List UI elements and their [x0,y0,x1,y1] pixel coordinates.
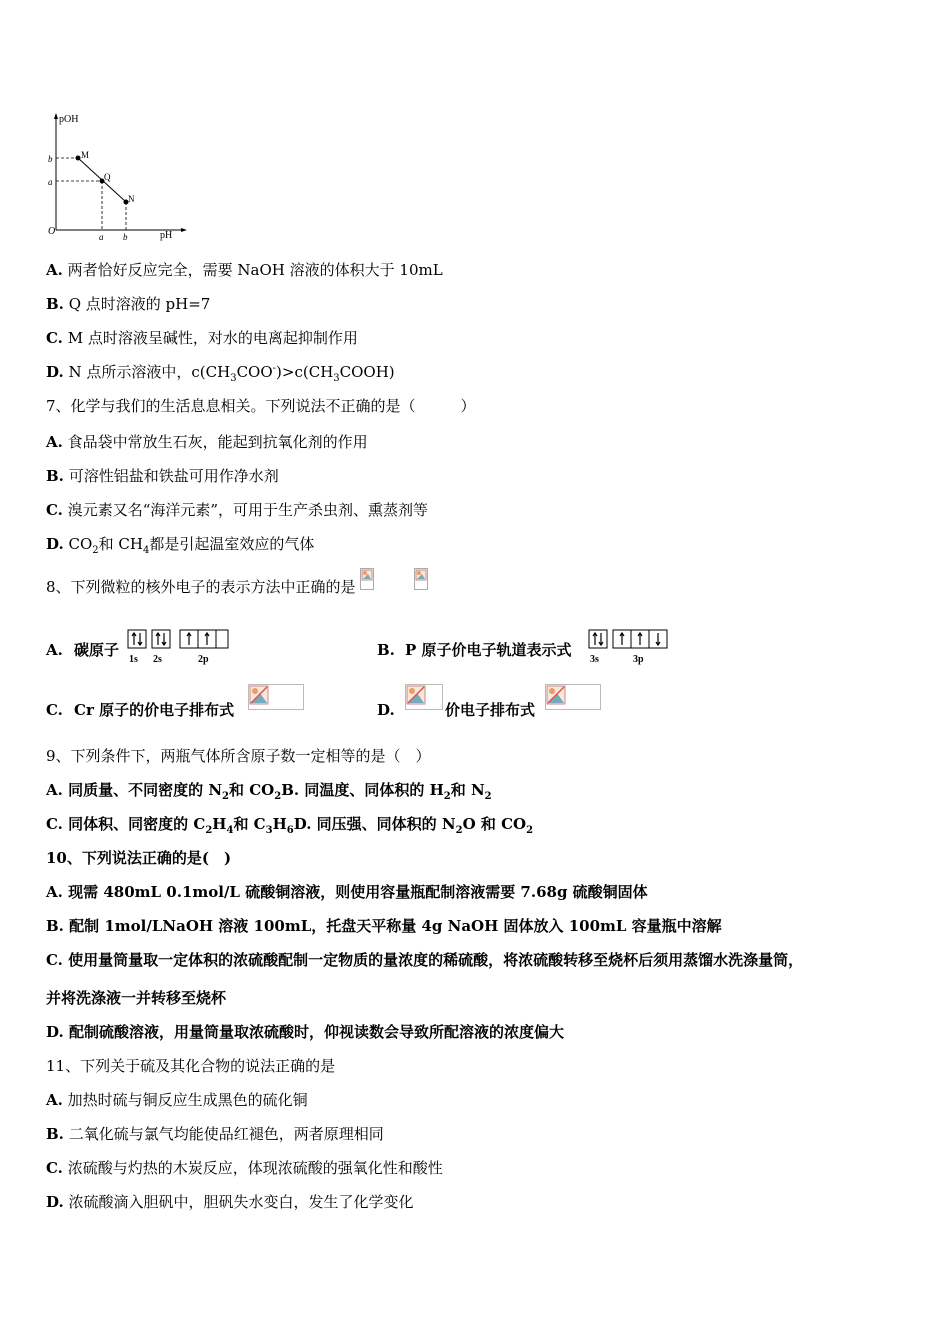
option-text: Q 点时溶液的 pH=7 [68,295,211,313]
option-label: D. [46,1023,64,1041]
option-label: B. [46,295,64,313]
q11-option-d [46,1192,414,1212]
option-label: A. [46,781,63,799]
y-tick-a: a [48,177,53,187]
option-text: 二氧化硫与氯气均能使品红褪色，两者原理相同 [68,1125,384,1143]
q11-option-b [46,1124,384,1144]
carbon-orbital-diagram [126,628,230,668]
phosphorus-orbital-diagram [587,628,671,668]
q11-option-a [46,1090,308,1110]
q8-stem [46,572,428,602]
option-text: 碳原子 [74,641,120,659]
q10-stem: 10、下列说法正确的是( ) [46,849,232,867]
option-label: C. [46,701,63,719]
q11-option-c [46,1158,443,1178]
option-text: 配制 1mol/LNaOH 溶液 100mL，托盘天平称量 4g NaOH 固体放入 100mL 容量瓶中溶解 [69,917,722,935]
y-arrow [54,113,58,119]
q11-stem: 11、下列关于硫及其化合物的说法正确的是 [46,1057,336,1075]
q10-option-c-cont: 并将洗涤液一并转移至烧杯 [46,989,227,1007]
option-text: 现需 480mL 0.1mol/L 硫酸铜溶液，则使用容量瓶配制溶液需要 7.68g 硫酸铜固体 [68,883,648,901]
option-label: C. [46,951,63,969]
q7-option-b [46,466,279,486]
label-q: Q [104,172,111,182]
option-text: 浓硫酸与灼热的木炭反应，体现浓硫酸的强氧化性和酸性 [67,1159,443,1177]
x-axis-label: pH [160,230,173,241]
broken-image-icon [248,684,304,715]
option-label: D. [293,815,312,833]
svg-text:1s: 1s [129,654,138,665]
option-text: 价电子排布式 [445,701,536,719]
option-text: 可溶性铝盐和铁盐可用作净水剂 [68,467,279,485]
q7-option-a [46,432,368,452]
svg-text:2s: 2s [153,654,162,665]
broken-image-icon [414,568,428,600]
option-label: A. [46,641,63,659]
option-text: 溴元素又名“海洋元素”，可用于生产杀虫剂、熏蒸剂等 [67,501,429,519]
option-text: $CO_2$和 $CH_4$都是引起温室效应的气体 [68,535,315,556]
option-label: C. [46,329,63,347]
label-n: N [128,194,135,204]
x-arrow [181,228,187,232]
broken-image-icon [360,568,374,600]
q9-options-ab: A. 同质量、不同密度的 $N_2$和 $CO_2B$. 同温度、同体积的 $H_2$和 $N_2$ [46,781,492,802]
option-text: 浓硫酸滴入胆矾中，胆矾失水变白，发生了化学变化 [68,1193,414,1211]
option-label: D. [46,535,64,553]
option-text: 配制硫酸溶液，用量筒量取浓硫酸时，仰视读数会导致所配溶液的浓度偏大 [68,1023,564,1041]
option-text: M 点时溶液呈碱性，对水的电离起抑制作用 [67,329,358,347]
broken-image-icon [405,684,443,715]
label-m: M [81,150,90,160]
q6-option-c [46,328,358,348]
q7-option-d [46,534,314,554]
x-tick-b: b [123,232,128,242]
broken-image-icon [545,684,601,715]
option-label: A. [46,883,63,901]
option-text: N 点所示溶液中，$c(CH_3COO^-)>c(CH_3COOH)$ [68,363,395,384]
option-text: 食品袋中常放生石灰，能起到抗氧化剂的作用 [67,433,368,451]
q10-option-b [46,916,722,936]
option-text: 加热时硫与铜反应生成黑色的硫化铜 [67,1091,308,1109]
y-axis-label: pOH [59,114,79,125]
option-label: C. [46,501,63,519]
option-label: D. [377,701,395,719]
option-label: B. [281,781,300,799]
q10-option-c [46,950,803,970]
option-label: A. [46,261,63,279]
option-text: Cr 原子的价电子排布式 [74,701,235,719]
svg-text:2p: 2p [198,654,209,665]
q10-option-a [46,882,648,902]
q6-option-d [46,362,395,382]
option-text: 两者恰好反应完全，需要 NaOH 溶液的体积大于 10mL [67,261,443,279]
svg-text:3p: 3p [633,654,644,665]
option-label: A. [46,433,63,451]
q6-option-b [46,294,210,314]
svg-text:3s: 3s [590,654,599,665]
q7-stem: 7、化学与我们的生活息息相关。下列说法不正确的是（ ） [46,397,476,415]
option-label: C. [46,815,63,833]
option-label: C. [46,1159,63,1177]
option-text: 使用量筒量取一定体积的浓硫酸配制一定物质的量浓度的稀硫酸，将浓硫酸转移至烧杯后须用蒸馏水洗涤量筒， [68,951,804,969]
option-label: D. [46,1193,64,1211]
option-label: D. [46,363,64,381]
x-tick-a: a [99,232,104,242]
graph-svg [44,110,194,245]
q6-option-a [46,260,443,280]
q10-option-d [46,1022,564,1042]
origin-label: O [48,226,56,237]
q9-options-cd: C. 同体积、同密度的 $C_2H_4$和 $C_3H_6D$. 同压强、同体积的 $N_2O$ 和 $CO_2$ [46,815,534,836]
option-label: B. [46,467,64,485]
option-label: B. [46,1125,64,1143]
option-label: B. [46,917,64,935]
poh-ph-graph [44,110,194,249]
option-text: P 原子价电子轨道表示式 [405,641,572,659]
point-m [76,156,81,161]
q7-option-c [46,500,428,520]
option-label: A. [46,1091,63,1109]
y-tick-b: b [48,154,53,164]
q9-stem: 9、下列条件下，两瓶气体所含原子数一定相等的是（ ） [46,747,431,765]
stem-text: 8、下列微粒的核外电子的表示方法中正确的是 [46,578,356,596]
option-label: B. [377,641,395,659]
